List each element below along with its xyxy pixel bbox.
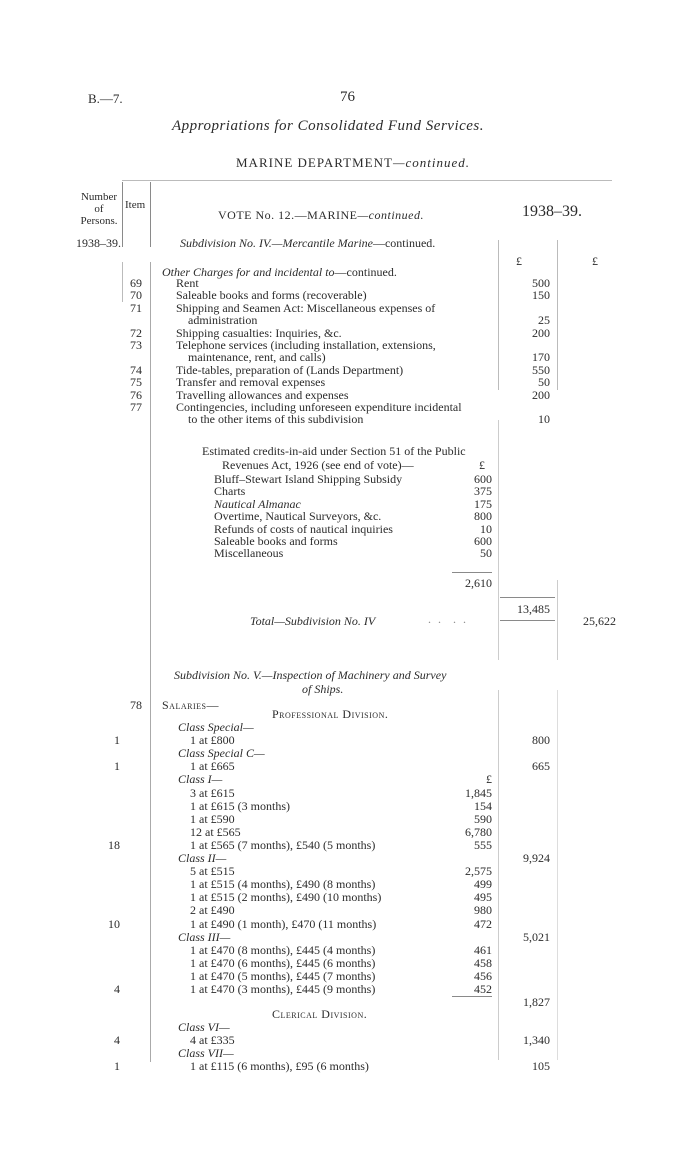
- item-number: 69: [130, 276, 142, 290]
- credit-label: Saleable books and forms: [214, 534, 338, 548]
- leader-dots: . . . .: [428, 612, 468, 626]
- salary-line: 12 at £565: [190, 824, 241, 839]
- column-rule: [122, 182, 123, 247]
- item-description: Rent: [176, 276, 199, 290]
- item-description: Shipping casualties: Inquiries, &c.: [176, 325, 342, 340]
- item-description: Travelling allowances and expenses: [176, 387, 349, 402]
- sub-amount: 1,845: [465, 785, 492, 800]
- credits-heading-cont: Revenues Act, 1926 (see end of vote)—: [222, 458, 414, 472]
- column-rule: [557, 690, 558, 1060]
- item-amount: 170: [532, 350, 550, 365]
- class-heading: Class VII—: [178, 1046, 234, 1061]
- credit-label: Bluff–Stewart Island Shipping Subsidy: [214, 472, 403, 486]
- persons-count: 4: [114, 1033, 120, 1048]
- sub-amount: 980: [474, 903, 492, 918]
- item-number: 72: [130, 325, 142, 340]
- credit-value: 800: [474, 509, 492, 524]
- sub-amount: 456: [474, 968, 492, 983]
- sub-amount: 590: [474, 811, 492, 826]
- rule: [452, 996, 492, 997]
- item-number: 73: [130, 338, 142, 352]
- item-amount: 500: [532, 276, 550, 290]
- salary-line: 1 at £590: [190, 811, 235, 826]
- credit-value: 600: [474, 472, 492, 486]
- class-heading: Class II—: [178, 851, 227, 865]
- item-amount: 150: [532, 288, 550, 303]
- item-number: 76: [130, 387, 142, 402]
- department-continued: —continued.: [392, 155, 471, 170]
- class-heading: Class Special C—: [178, 746, 265, 761]
- column-rule: [122, 262, 123, 302]
- class-amount: 105: [532, 1059, 550, 1074]
- number-of-persons-header: Number of Persons.: [80, 191, 118, 227]
- persons-count: 4: [114, 982, 120, 996]
- salary-line: 1 at £515 (2 months), £490 (10 months): [190, 890, 382, 905]
- item-description: Tide-tables, preparation of (Lands Department): [176, 362, 404, 377]
- class-amount: 5,021: [523, 929, 550, 944]
- department-name: MARINE DEPARTMENT: [236, 155, 393, 170]
- item-description: Saleable books and forms (recoverable): [176, 288, 367, 303]
- credit-value: 600: [474, 534, 492, 548]
- document-code: B.—7.: [88, 91, 123, 106]
- salary-line: 1 at £615 (3 months): [190, 798, 290, 813]
- item-description: Transfer and removal expenses: [176, 375, 326, 390]
- salaries-heading: Salaries—: [162, 698, 219, 712]
- year-left: 1938–39.: [76, 236, 121, 250]
- salary-line: 2 at £490: [190, 903, 235, 918]
- sub-amount: 499: [474, 877, 492, 892]
- column-rule: [498, 240, 499, 390]
- column-rule: [498, 690, 499, 1060]
- sub-amount: 472: [474, 916, 492, 931]
- item-amount: 200: [532, 387, 550, 402]
- persons-count: 18: [108, 837, 120, 852]
- item-amount: 25: [538, 313, 550, 328]
- item-amount: 550: [532, 362, 550, 377]
- item-number: 71: [130, 300, 142, 315]
- class-amount: 9,924: [523, 851, 550, 865]
- item-number: 75: [130, 375, 142, 390]
- rule: [500, 597, 555, 598]
- credit-value: 375: [474, 484, 492, 499]
- item-amount: 200: [532, 325, 550, 340]
- item-number: 78: [130, 698, 142, 712]
- salary-line: 1 at £565 (7 months), £540 (5 months): [190, 837, 376, 852]
- salary-line: 1 at £800: [190, 733, 235, 748]
- item-number: 70: [130, 288, 142, 303]
- column-rule: [498, 420, 499, 660]
- column-rule: [150, 262, 151, 1062]
- item-description: Shipping and Seamen Act: Miscellaneous expenses of: [176, 300, 436, 315]
- class-heading: Class VI—: [178, 1020, 230, 1034]
- salary-line: 1 at £470 (3 months), £445 (9 months): [190, 982, 376, 996]
- salary-line: 1 at £665: [190, 759, 235, 774]
- credit-value: 175: [474, 496, 492, 511]
- class-amount: 665: [532, 759, 550, 774]
- item-number: 74: [130, 362, 142, 377]
- credit-label: Nautical Almanac: [214, 496, 301, 511]
- salary-line: 3 at £615: [190, 785, 235, 800]
- class-amount: 1,340: [523, 1033, 550, 1048]
- salary-line: 1 at £490 (1 month), £470 (11 months): [190, 916, 377, 931]
- sub-amount: 2,575: [465, 864, 492, 879]
- professional-division-heading: Professional Division.: [272, 707, 389, 721]
- item-description-cont: maintenance, rent, and calls): [188, 350, 326, 365]
- credit-label: Overtime, Nautical Surveyors, &c.: [214, 509, 382, 524]
- column-rule: [557, 240, 558, 390]
- class-heading: Class I—: [178, 772, 223, 787]
- sub-amount: 452: [474, 982, 492, 996]
- page-number: 76: [340, 89, 355, 105]
- item-description: Contingencies, including unforeseen expenditure incidental: [176, 400, 462, 414]
- sub-amount: 461: [474, 942, 492, 957]
- subtotal: 13,485: [517, 602, 550, 616]
- page-title: Appropriations for Consolidated Fund Services.: [172, 118, 485, 134]
- column-rule: [557, 580, 558, 660]
- sub-amount: 555: [474, 837, 492, 852]
- credit-label: Charts: [214, 484, 246, 499]
- class-iii-total: 1,827: [523, 995, 550, 1009]
- item-description-cont: administration: [188, 313, 258, 328]
- clerical-division-heading: Clerical Division.: [272, 1007, 368, 1021]
- rule: [500, 620, 555, 621]
- persons-count: 10: [108, 916, 120, 931]
- salary-line: 1 at £115 (6 months), £95 (6 months): [190, 1059, 369, 1074]
- item-number: 77: [130, 400, 142, 414]
- sub-amount: 154: [474, 798, 492, 813]
- salary-line: 4 at £335: [190, 1033, 235, 1048]
- credit-value: 10: [480, 521, 492, 536]
- persons-count: 1: [114, 733, 120, 748]
- class-heading: Class III—: [178, 929, 231, 944]
- sub-amount: £: [486, 772, 492, 787]
- persons-count: 1: [114, 759, 120, 774]
- credits-total: 2,610: [465, 576, 492, 590]
- item-description-cont: to the other items of this subdivision: [188, 412, 364, 427]
- item-header: Item: [125, 199, 146, 211]
- year-header: 1938–39.: [522, 203, 582, 220]
- vote-title: VOTE No. 12.—MARINE—continued.: [218, 208, 424, 222]
- sub-amount: 458: [474, 955, 492, 970]
- other-charges-heading: Other Charges for and incidental to—continued.: [162, 265, 397, 279]
- salary-line: 1 at £470 (6 months), £445 (6 months): [190, 955, 376, 970]
- salary-line: 1 at £470 (5 months), £445 (7 months): [190, 968, 376, 983]
- sub-amount: 495: [474, 890, 492, 905]
- subdivision-v-heading-cont: of Ships.: [302, 682, 344, 696]
- class-amount: 800: [532, 733, 550, 748]
- sub-amount: 6,780: [465, 824, 492, 839]
- department-heading: [236, 155, 470, 171]
- item-description: Telephone services (including installation, extensions,: [176, 338, 436, 352]
- pound-symbol: £: [592, 254, 598, 268]
- column-rule: [150, 182, 151, 247]
- grand-total: 25,622: [583, 614, 616, 628]
- credit-label: Refunds of costs of nautical inquiries: [214, 521, 393, 536]
- class-heading: Class Special—: [178, 720, 254, 734]
- pound-symbol: £: [516, 254, 522, 268]
- credit-value: 50: [480, 546, 492, 561]
- persons-count: 1: [114, 1059, 120, 1074]
- salary-line: 1 at £515 (4 months), £490 (8 months): [190, 877, 376, 892]
- table-top-rule: [122, 180, 612, 181]
- total-label: Total—Subdivision No. IV: [250, 614, 376, 628]
- subdivision-iv-heading: Subdivision No. IV.—Mercantile Marine—continued.: [180, 236, 436, 250]
- item-amount: 10: [538, 412, 550, 427]
- salary-line: 5 at £515: [190, 864, 235, 879]
- salary-line: 1 at £470 (8 months), £445 (4 months): [190, 942, 376, 957]
- credits-heading: Estimated credits-in-aid under Section 51 of the Public: [202, 444, 466, 458]
- item-amount: 50: [538, 375, 550, 390]
- credit-label: Miscellaneous: [214, 546, 284, 561]
- subdivision-v-heading: Subdivision No. V.—Inspection of Machinery and Survey: [174, 668, 447, 682]
- rule: [452, 572, 492, 573]
- pound-symbol: £: [479, 458, 485, 472]
